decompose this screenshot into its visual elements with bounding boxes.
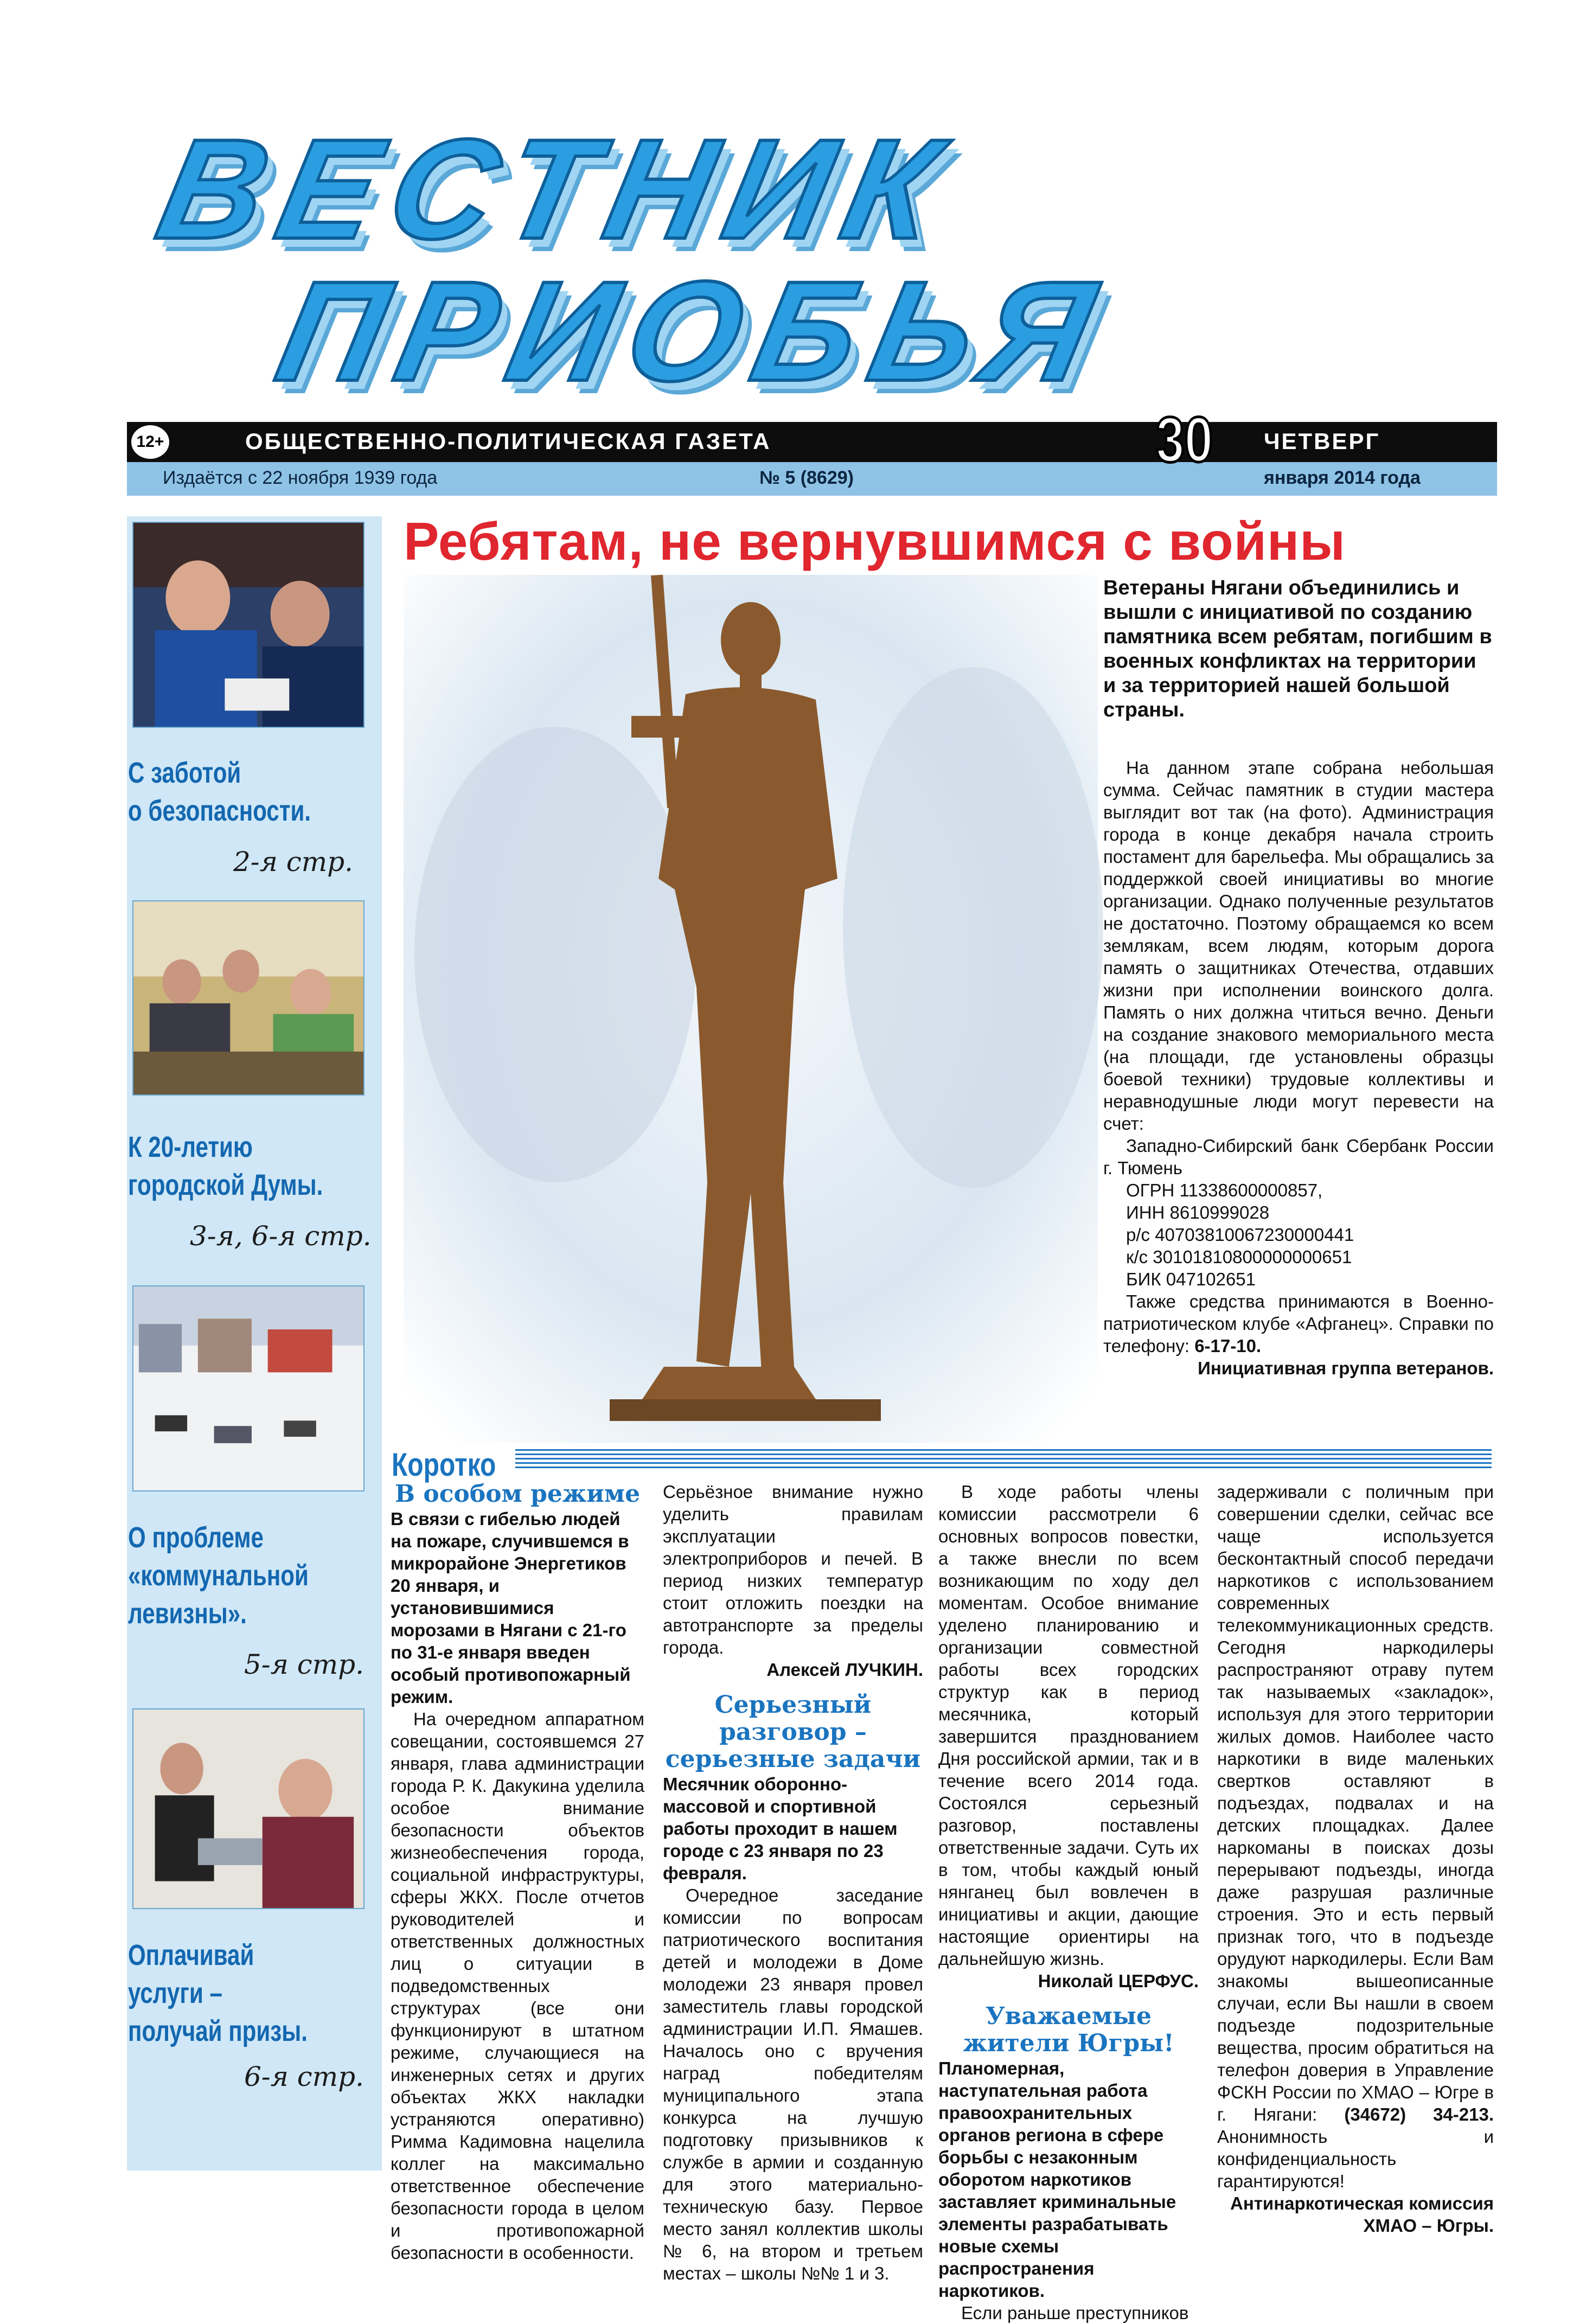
brief-author: Алексей ЛУЧКИН. (766, 1660, 923, 1680)
main-lead: Ветераны Нягани объединились и вышли с инициативой по созданию памятника всем ребятам, погибшим в военных конфликтах на территории и за территорией нашей большой страны. (1103, 577, 1492, 721)
sidebar-teaser-title[interactable]: Оплачивай услуги – получай призы. (128, 1939, 308, 2047)
bank-line: р/с 40703810067230000441 (1126, 1225, 1354, 1245)
bank-line: ОГРН 11338600000857, (1126, 1180, 1323, 1200)
monument-photo (404, 575, 1098, 1443)
newspaper-subtitle: ОБЩЕСТВЕННО-ПОЛИТИЧЕСКАЯ ГАЗЕТА (245, 428, 771, 454)
brief-body: Серьёзное внимание нужно уделить правилам эксплуатации электроприборов и печей. В период низких температур стоит отложить поездки на автотранспорте за пределы города. (663, 1482, 923, 1657)
brief-body: Очередное заседание комиссии по вопросам патриотического воспитания детей и молодежи в Доме молодежи 23 января провел заместитель главы городской администрации И.П. Ямашев. Началось оно с вручения наград победителям муниципального этапа конкурса на лучшую подготовку призывников к службе в армии и созданную для этого материально-техническую базу. Первое место занял коллектив школы № 6, на втором и третьем местах – школы №№ 1 и 3. (663, 1885, 923, 2283)
brief-column-1 (391, 1481, 644, 2264)
club-phone: 6-17-10. (1194, 1336, 1262, 1356)
brief-author: Николай ЦЕРФУС. (1038, 1971, 1199, 1991)
sidebar-teaser-title[interactable]: О проблеме «коммунальной левизны». (128, 1521, 309, 1630)
issue-day-number: 30 (1156, 404, 1213, 476)
sidebar-page-ref: 2-я стр. (233, 846, 354, 878)
weekday: ЧЕТВЕРГ (1264, 428, 1380, 454)
bank-line: БИК 047102651 (1126, 1269, 1256, 1289)
sidebar-photo-duma (132, 900, 364, 1096)
brief-lead: Месячник оборонно-массовой и спортивной работы проходит в нашем городе с 23 января по 23 февраля. (663, 1774, 898, 1883)
brief-lead: В связи с гибелью людей на пожаре, случившемся в микрорайоне Энергетиков 20 января, и установившимися морозами в Нягани с 21-го по 31-е января введен особый противопожарный режим. (391, 1509, 631, 1707)
sidebar-photo-office (132, 1708, 364, 1909)
brief-title: Серьезный разговор – серьезные задачи (665, 1691, 921, 1773)
brief-title: В особом режиме (394, 1480, 641, 1508)
brief-author: Антинаркотическая комиссия ХМАО – Югры. (1230, 2193, 1494, 2236)
section-rule (515, 1449, 1492, 1471)
brief-column-3 (938, 1481, 1199, 2324)
main-body-text: На данном этапе собрана небольшая сумма. Сейчас памятник в студии мастера выглядит вот так (на фото). Администрация города в конце декабря начала строить постамент для барельефа. Мы обращались за поддержкой своей инициативы во многие организации. Однако полученные результатов не достаточно. Поэтому обращаемся ко всем землякам, всем людям, которым дорога память о защитниках Отечества, отдавших жизни при исполнении воинского долга. Память о них должна чтиться вечно. Деньги на создание знакового мемориального места (на площади, где установлены образцы боевой техники) трудовые коллективы и неравнодушные люди могут перевести на счет: (1103, 758, 1494, 1134)
main-body (1103, 757, 1494, 1379)
since-date: Издаётся с 22 ноября 1939 года (163, 468, 438, 488)
sidebar-page-ref: 6-я стр. (244, 2061, 364, 2092)
section-title-briefs: Коротко (392, 1446, 496, 1483)
brief-column-4 (1217, 1481, 1494, 2237)
age-rating-badge: 12+ (131, 425, 169, 459)
sidebar-page-ref: 3-я, 6-я стр. (190, 1220, 372, 1252)
masthead-line2: ПРИОБЬЯ (265, 252, 1122, 411)
issue-number: № 5 (8629) (759, 468, 854, 488)
brief-body: В ходе работы члены комиссии рассмотрели 6 основных вопросов повестки, а также внесли по всем возникающим по ходу дел моментам. Особое внимание уделено планированию и организации совместной работы всех городских структур как в период месячника, который завершится празднованием Дня российской армии, так и в течение всего 2014 года. Состоялся серьезный разговор, поставлены ответственные задачи. Суть их в том, чтобы каждый юный нянганец был вовлечен в инициативы и акции, дающие настоящие ориентиры на дальнейшую жизнь. (938, 1482, 1199, 1969)
brief-body: задерживали с поличным при совершении сделки, сейчас все чаще используется бесконтактный способ передачи наркотиков с использованием современных телекоммуникационных средств. Сегодня наркодилеры распространяют отраву путем так называемых «закладок», используя для этого территории жилых домов. Наиболее часто наркотики в виде маленьких свертков оставляют в подъездах, подвалах и на детских площадках. Далее наркоманы в поисках дозы перерывают подъезды, иногда даже разрушая различные строения. Это и есть первый признак того, что в подъезде орудуют наркодилеры. Если Вам знакомы вышеописанные случаи, если Вы нашли в своем подъезде подозрительные вещества, просим обратиться на телефон доверия в Управление ФСКН России по ХМАО – Югре в г. Нягани: (34672) 34-213. Анонимность и конфиденциальность гарантируются! (1217, 1482, 1494, 2191)
brief-title: Уважаемые жители Югры! (963, 2002, 1174, 2057)
sidebar-photo-officials (132, 522, 364, 728)
hotline-phone: (34672) 34-213. (1344, 2104, 1494, 2124)
also-note: Также средства принимаются в Военно-патриотическом клубе «Афганец». Справки по телефону: 6-17-10. (1103, 1291, 1494, 1356)
sidebar-page-ref: 5-я стр. (244, 1649, 364, 1680)
brief-body: На очередном аппаратном совещании, состоявшемся 27 января, глава администрации города Р. К. Дакукина уделила особое внимание безопасности объектов жизнеобеспечения города, социальной инфраструктуры, сферы ЖКХ. После отчетов руководителей и ответственных должностных лиц о ситуации в подведомственных структурах (все они функционируют в штатном режиме, случающиеся на инженерных сетях и других объектах ЖКХ накладки устраняются оперативно) Римма Кадимовна нацелила коллег на максимально ответственное обеспечение безопасности города в целом и противопожарной безопасности в особенности. (391, 1709, 644, 2263)
bank-line: ИНН 8610999028 (1126, 1202, 1270, 1222)
brief-lead: Планомерная, наступательная работа правоохранительных органов региона в сфере борьбы с незаконным оборотом наркотиков заставляет криминальные элементы разрабатывать новые схемы распространения наркотиков. (938, 2058, 1176, 2301)
brief-body: Если раньше преступников (961, 2303, 1189, 2323)
bank-line: к/с 30101810800000000651 (1126, 1247, 1352, 1267)
brief-column-2 (663, 1481, 923, 2284)
main-headline: Ребятам, не вернувшимся с войны (404, 511, 1346, 571)
sidebar-photo-city (132, 1285, 364, 1491)
masthead-line1: ВЕСТНИК (145, 110, 968, 268)
main-signature: Инициативная группа ветеранов. (1198, 1358, 1494, 1378)
sidebar-teaser-title[interactable]: К 20-летию городской Думы. (128, 1131, 323, 1201)
issue-month-year: января 2014 года (1264, 468, 1421, 488)
bank-line: Западно-Сибирский банк Сбербанк России г. Тюмень (1103, 1136, 1494, 1178)
sidebar-teaser-title[interactable]: С заботой о безопасности. (128, 757, 311, 827)
